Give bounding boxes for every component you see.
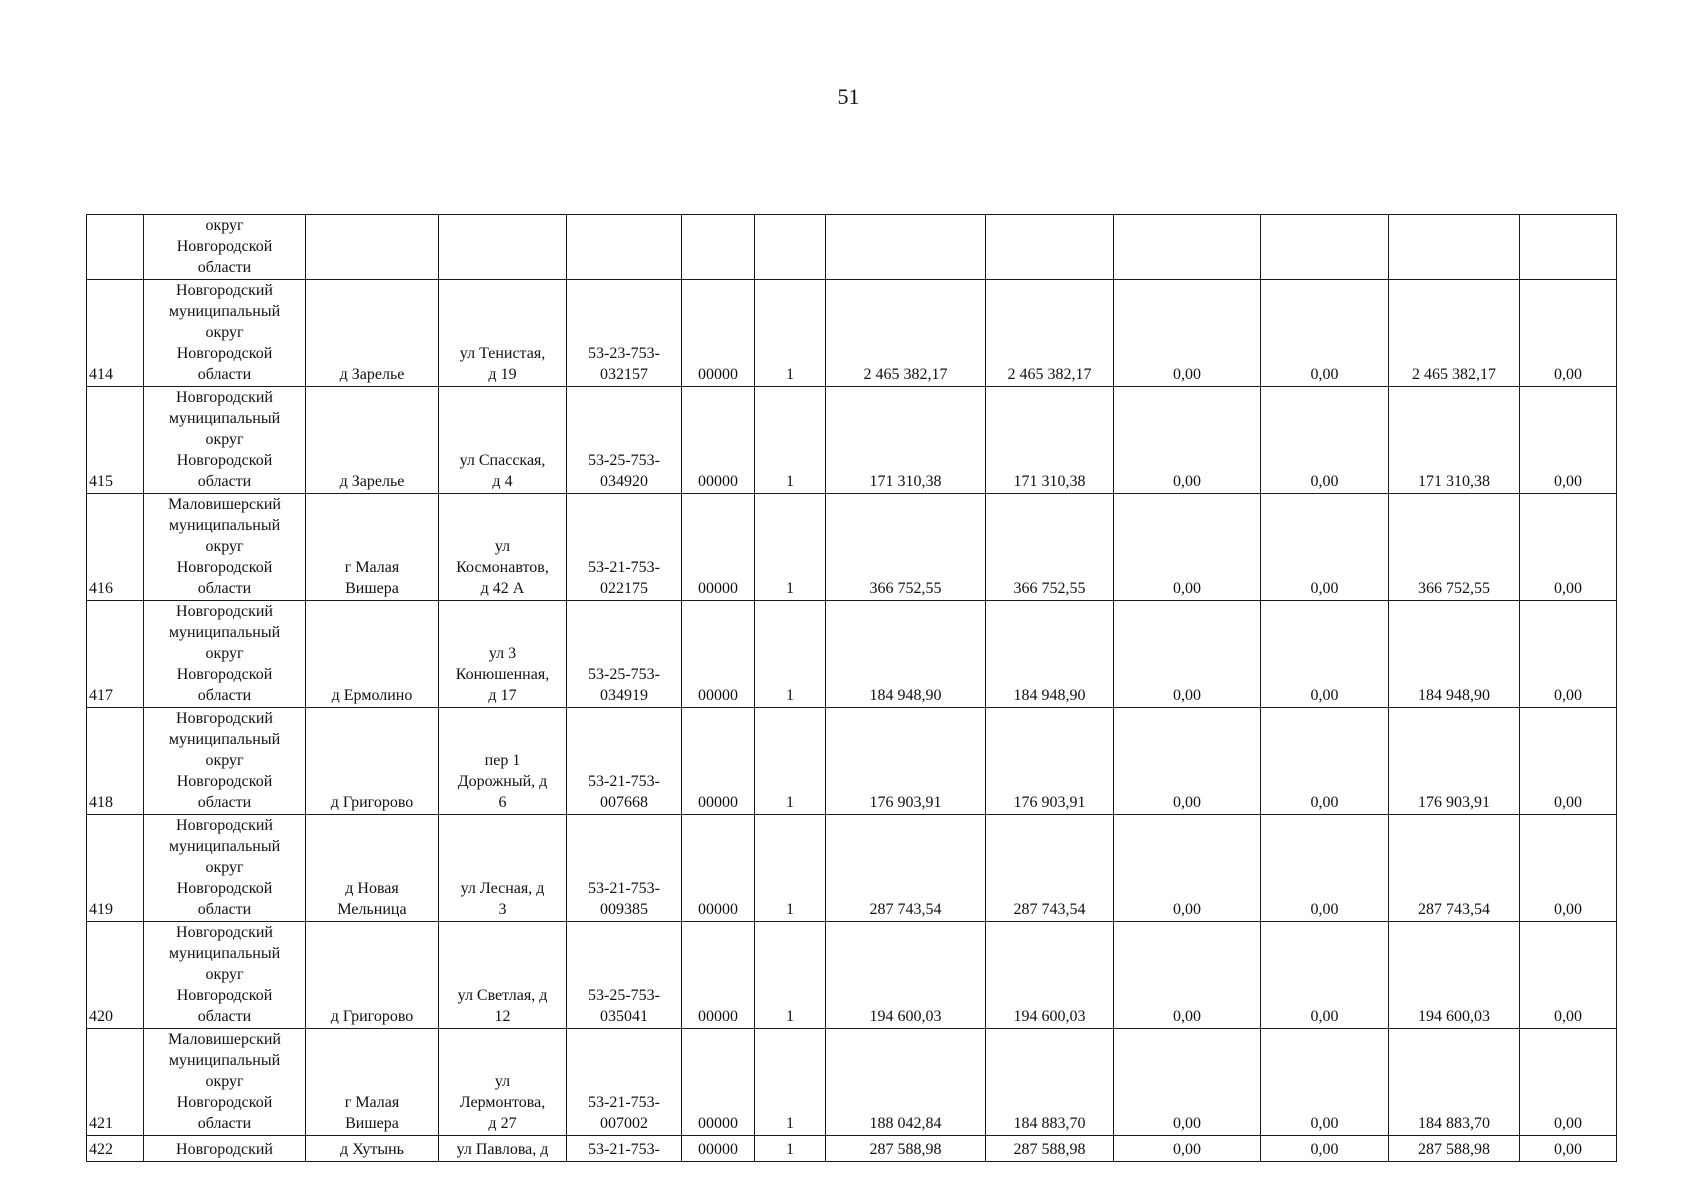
cell-amount-4: 0,00 xyxy=(1261,494,1389,601)
cell-num: 415 xyxy=(87,387,144,494)
cell-num: 418 xyxy=(87,708,144,815)
cell-amount-3: 0,00 xyxy=(1114,1029,1261,1136)
cell-amount-6 xyxy=(1520,215,1617,280)
cell-locality: г Малая Вишера xyxy=(306,494,439,601)
cell-okfs: 00000 xyxy=(682,280,755,387)
cell-amount-4: 0,00 xyxy=(1261,280,1389,387)
cell-code: 53-21-753- 007668 xyxy=(567,708,682,815)
cell-num: 420 xyxy=(87,922,144,1029)
cell-amount-5: 194 600,03 xyxy=(1389,922,1520,1029)
table-row xyxy=(87,494,1617,601)
cell-amount-3: 0,00 xyxy=(1114,494,1261,601)
cell-address: ул Павлова, д xyxy=(439,1136,567,1162)
cell-locality: д Зарелье xyxy=(306,280,439,387)
cell-num: 416 xyxy=(87,494,144,601)
cell-address xyxy=(439,215,567,280)
cell-amount-6: 0,00 xyxy=(1520,601,1617,708)
cell-amount-2: 287 588,98 xyxy=(986,1136,1114,1162)
cell-amount-1: 2 465 382,17 xyxy=(826,280,986,387)
table-row xyxy=(87,815,1617,922)
cell-address: ул Лесная, д 3 xyxy=(439,815,567,922)
cell-qty: 1 xyxy=(755,1136,826,1162)
cell-amount-3: 0,00 xyxy=(1114,1136,1261,1162)
cell-district: Маловишерский муниципальный округ Новгородской области xyxy=(144,494,306,601)
cell-amount-3: 0,00 xyxy=(1114,387,1261,494)
cell-amount-4: 0,00 xyxy=(1261,708,1389,815)
cell-num: 414 xyxy=(87,280,144,387)
cell-amount-1: 184 948,90 xyxy=(826,601,986,708)
table-row xyxy=(87,387,1617,494)
cell-num: 419 xyxy=(87,815,144,922)
cell-amount-3: 0,00 xyxy=(1114,708,1261,815)
cell-amount-4: 0,00 xyxy=(1261,601,1389,708)
cell-amount-6: 0,00 xyxy=(1520,922,1617,1029)
cell-amount-5: 184 948,90 xyxy=(1389,601,1520,708)
table-row xyxy=(87,1029,1617,1136)
page-number: 51 xyxy=(837,84,860,109)
cell-district: Новгородский муниципальный округ Новгородской области xyxy=(144,815,306,922)
cell-okfs: 00000 xyxy=(682,815,755,922)
cell-qty: 1 xyxy=(755,387,826,494)
cell-amount-1 xyxy=(826,215,986,280)
cell-amount-3: 0,00 xyxy=(1114,922,1261,1029)
cell-amount-1: 176 903,91 xyxy=(826,708,986,815)
cell-amount-3: 0,00 xyxy=(1114,601,1261,708)
cell-num: 422 xyxy=(87,1136,144,1162)
cell-district: Новгородский муниципальный округ Новгородской области xyxy=(144,708,306,815)
cell-address: ул Светлая, д 12 xyxy=(439,922,567,1029)
cell-qty: 1 xyxy=(755,494,826,601)
cell-okfs: 00000 xyxy=(682,1029,755,1136)
cell-amount-2: 366 752,55 xyxy=(986,494,1114,601)
cell-amount-6: 0,00 xyxy=(1520,1029,1617,1136)
cell-okfs: 00000 xyxy=(682,494,755,601)
cell-amount-1: 171 310,38 xyxy=(826,387,986,494)
cell-amount-2: 184 883,70 xyxy=(986,1029,1114,1136)
cell-okfs: 00000 xyxy=(682,1136,755,1162)
cell-amount-2 xyxy=(986,215,1114,280)
cell-amount-5: 2 465 382,17 xyxy=(1389,280,1520,387)
cell-amount-1: 287 588,98 xyxy=(826,1136,986,1162)
cell-address: ул 3 Конюшенная, д 17 xyxy=(439,601,567,708)
cell-amount-2: 176 903,91 xyxy=(986,708,1114,815)
cell-code xyxy=(567,215,682,280)
cell-num xyxy=(87,215,144,280)
cell-amount-6: 0,00 xyxy=(1520,280,1617,387)
cell-okfs: 00000 xyxy=(682,387,755,494)
cell-address: ул Космонавтов, д 42 А xyxy=(439,494,567,601)
cell-address: ул Спасская, д 4 xyxy=(439,387,567,494)
cell-amount-4: 0,00 xyxy=(1261,1136,1389,1162)
cell-amount-5: 287 588,98 xyxy=(1389,1136,1520,1162)
cell-code: 53-25-753- 034920 xyxy=(567,387,682,494)
cell-okfs: 00000 xyxy=(682,601,755,708)
cell-qty: 1 xyxy=(755,922,826,1029)
cell-code: 53-25-753- 034919 xyxy=(567,601,682,708)
cell-amount-2: 184 948,90 xyxy=(986,601,1114,708)
cell-address: ул Тенистая, д 19 xyxy=(439,280,567,387)
cell-amount-3 xyxy=(1114,215,1261,280)
cell-okfs: 00000 xyxy=(682,708,755,815)
cell-district: Новгородский муниципальный округ Новгородской области xyxy=(144,922,306,1029)
cell-amount-6: 0,00 xyxy=(1520,1136,1617,1162)
cell-qty xyxy=(755,215,826,280)
cell-amount-2: 171 310,38 xyxy=(986,387,1114,494)
cell-amount-4: 0,00 xyxy=(1261,922,1389,1029)
cell-num: 417 xyxy=(87,601,144,708)
cell-amount-1: 194 600,03 xyxy=(826,922,986,1029)
table-row xyxy=(87,601,1617,708)
cell-amount-1: 366 752,55 xyxy=(826,494,986,601)
registry-table xyxy=(86,214,1617,1162)
cell-locality: г Малая Вишера xyxy=(306,1029,439,1136)
cell-qty: 1 xyxy=(755,708,826,815)
cell-locality xyxy=(306,215,439,280)
cell-district: Новгородский муниципальный округ Новгородской области xyxy=(144,280,306,387)
cell-amount-4 xyxy=(1261,215,1389,280)
cell-amount-3: 0,00 xyxy=(1114,815,1261,922)
cell-district: Новгородский муниципальный округ Новгородской области xyxy=(144,387,306,494)
cell-code: 53-21-753- 022175 xyxy=(567,494,682,601)
cell-amount-3: 0,00 xyxy=(1114,280,1261,387)
cell-okfs: 00000 xyxy=(682,922,755,1029)
cell-num: 421 xyxy=(87,1029,144,1136)
cell-district: округ Новгородской области xyxy=(144,215,306,280)
cell-amount-1: 287 743,54 xyxy=(826,815,986,922)
table-row xyxy=(87,1136,1617,1162)
cell-qty: 1 xyxy=(755,280,826,387)
cell-locality: д Григорово xyxy=(306,708,439,815)
cell-locality: д Ермолино xyxy=(306,601,439,708)
cell-amount-6: 0,00 xyxy=(1520,815,1617,922)
cell-amount-5 xyxy=(1389,215,1520,280)
cell-amount-5: 287 743,54 xyxy=(1389,815,1520,922)
cell-locality: д Хутынь xyxy=(306,1136,439,1162)
cell-amount-6: 0,00 xyxy=(1520,708,1617,815)
cell-address: пер 1 Дорожный, д 6 xyxy=(439,708,567,815)
cell-code: 53-23-753- 032157 xyxy=(567,280,682,387)
cell-amount-5: 176 903,91 xyxy=(1389,708,1520,815)
cell-amount-4: 0,00 xyxy=(1261,815,1389,922)
table-row xyxy=(87,708,1617,815)
cell-district: Новгородский xyxy=(144,1136,306,1162)
cell-qty: 1 xyxy=(755,601,826,708)
cell-okfs xyxy=(682,215,755,280)
cell-amount-6: 0,00 xyxy=(1520,387,1617,494)
cell-amount-5: 184 883,70 xyxy=(1389,1029,1520,1136)
cell-code: 53-21-753- xyxy=(567,1136,682,1162)
cell-amount-4: 0,00 xyxy=(1261,1029,1389,1136)
cell-code: 53-21-753- 009385 xyxy=(567,815,682,922)
cell-amount-6: 0,00 xyxy=(1520,494,1617,601)
cell-amount-4: 0,00 xyxy=(1261,387,1389,494)
cell-amount-2: 287 743,54 xyxy=(986,815,1114,922)
cell-locality: д Григорово xyxy=(306,922,439,1029)
cell-locality: д Зарелье xyxy=(306,387,439,494)
table-row xyxy=(87,922,1617,1029)
table-row xyxy=(87,280,1617,387)
cell-district: Маловишерский муниципальный округ Новгородской области xyxy=(144,1029,306,1136)
cell-address: ул Лермонтова, д 27 xyxy=(439,1029,567,1136)
cell-qty: 1 xyxy=(755,1029,826,1136)
cell-amount-5: 171 310,38 xyxy=(1389,387,1520,494)
cell-amount-2: 2 465 382,17 xyxy=(986,280,1114,387)
cell-locality: д Новая Мельница xyxy=(306,815,439,922)
cell-amount-5: 366 752,55 xyxy=(1389,494,1520,601)
table-row-continuation xyxy=(87,215,1617,280)
cell-district: Новгородский муниципальный округ Новгородской области xyxy=(144,601,306,708)
cell-code: 53-25-753- 035041 xyxy=(567,922,682,1029)
cell-qty: 1 xyxy=(755,815,826,922)
cell-amount-1: 188 042,84 xyxy=(826,1029,986,1136)
cell-amount-2: 194 600,03 xyxy=(986,922,1114,1029)
cell-code: 53-21-753- 007002 xyxy=(567,1029,682,1136)
